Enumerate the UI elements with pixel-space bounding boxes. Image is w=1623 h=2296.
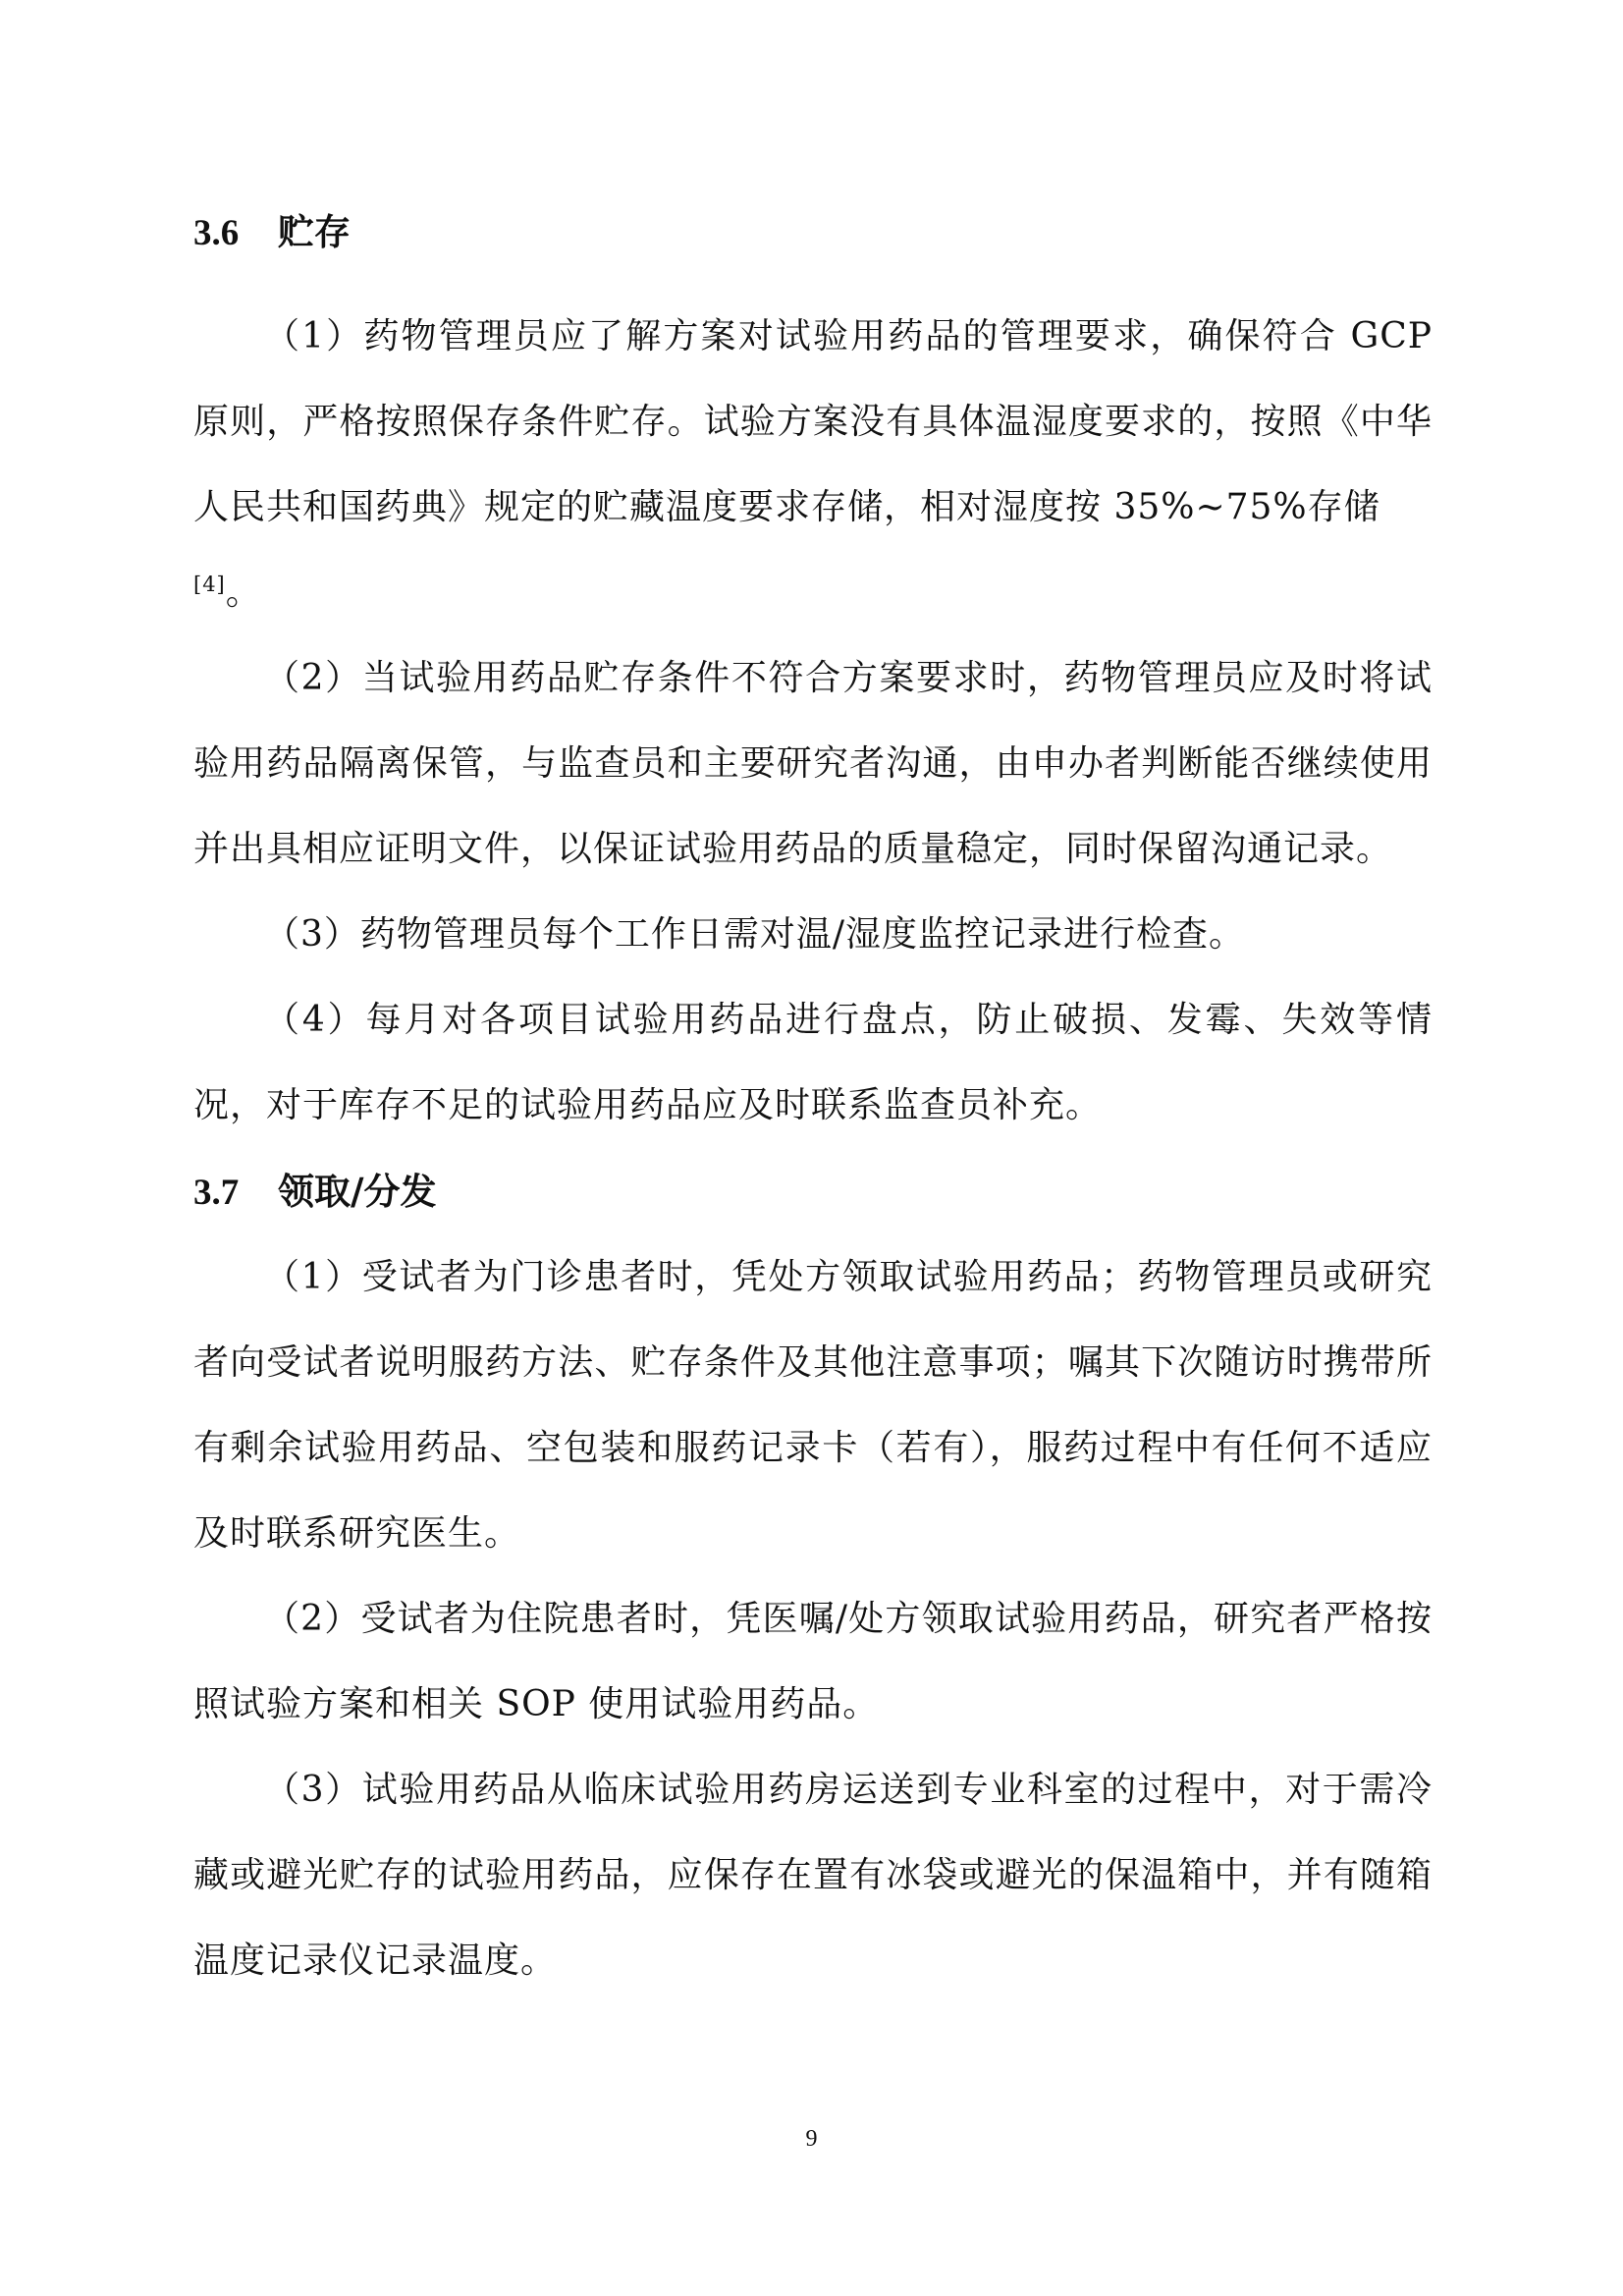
section-heading xyxy=(193,1168,1433,1215)
citation-reference: [4] xyxy=(193,573,226,596)
paragraph: （3）药物管理员每个工作日需对温/湿度监控记录进行检查。 xyxy=(264,914,1246,955)
page-content xyxy=(193,208,1433,2003)
section-number: 3.6 xyxy=(193,213,240,253)
section-heading xyxy=(193,208,1433,255)
paragraph: （4）每月对各项目试验用药品进行盘点，防止破损、发霉、失效等情况，对于库存不足的试验用药品应及时联系监查员补充。 xyxy=(193,1000,1433,1125)
paragraph: （3）试验用药品从临床试验用药房运送到专业科室的过程中，对于需冷藏或避光贮存的试验用药品，应保存在置有冰袋或避光的保温箱中，并有随箱温度记录仪记录温度。 xyxy=(193,1770,1433,1981)
section-number: 3.7 xyxy=(193,1173,240,1213)
section-title: 领取/分发 xyxy=(278,1170,437,1213)
paragraph xyxy=(193,294,1433,635)
paragraph: （2）受试者为住院患者时，凭医嘱/处方领取试验用药品，研究者严格按照试验方案和相关 SOP 使用试验用药品。 xyxy=(193,1599,1433,1724)
paragraph-text: （1）药物管理员应了解方案对试验用药品的管理要求，确保符合 GCP 原则，严格按照保存条件贮存。试验方案没有具体温湿度要求的，按照《中华人民共和国药典》规定的贮藏温度要求存储，相对湿度按 35%~75%存储 xyxy=(193,316,1433,527)
paragraph-end-mark: 。 xyxy=(225,573,262,613)
section-title: 贮存 xyxy=(278,210,351,253)
paragraph: （1）受试者为门诊患者时，凭处方领取试验用药品；药物管理员或研究者向受试者说明服药方法、贮存条件及其他注意事项；嘱其下次随访时携带所有剩余试验用药品、空包装和服药记录卡（若有），服药过程中有任何不适应及时联系研究医生。 xyxy=(193,1257,1433,1554)
page-number: 9 xyxy=(805,2126,818,2152)
paragraph: （2）当试验用药品贮存条件不符合方案要求时，药物管理员应及时将试验用药品隔离保管，与监查员和主要研究者沟通，由申办者判断能否继续使用并出具相应证明文件，以保证试验用药品的质量稳定，同时保留沟通记录。 xyxy=(193,658,1433,869)
